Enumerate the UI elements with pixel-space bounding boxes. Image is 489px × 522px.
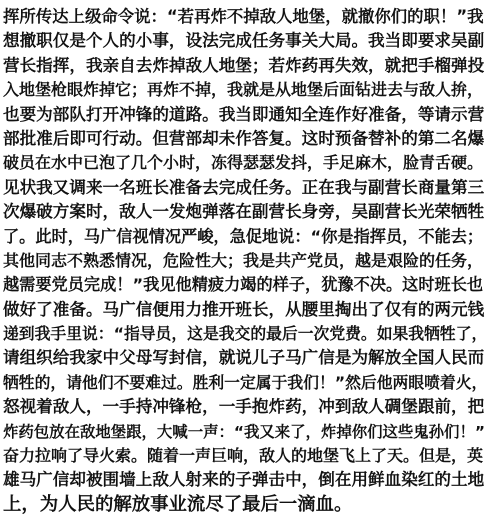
text-line: 递到我手里说：“指导员，这是我交的最后一次党费。如果我牺牲了， (3, 324, 487, 344)
document-page (3, 5, 487, 519)
text-line: 了。此时，马广信视情况严峻，急促地说：“你是指挥员，不能去； (3, 226, 484, 246)
text-line: 部批准后即可行动。但营部却未作答复。这时预备替补的第二名爆 (3, 128, 485, 148)
text-line: 怒视着敌人，一手持冲锋枪，一手抱炸药，冲到敌人碉堡跟前，把 (3, 397, 485, 417)
text-line: 炸药包放在敌地堡跟，大喊一声：“我又来了，炸掉你们这些鬼孙们！” (3, 422, 485, 441)
text-line: 见状我又调来一名班长准备去完成任务。正在我与副营长商量第三 (3, 177, 485, 197)
text-line: 做好了准备。马广信便用力推开班长，从腰里掏出了仅有的两元钱 (3, 299, 485, 319)
text-line: 越需要党员完成！”我见他精疲力竭的样子，犹豫不决。这时班长也 (3, 275, 484, 295)
text-line: 雄马广信却被围墙上敌人射来的子弹击中，倒在用鲜血染红的土地 (3, 470, 485, 490)
text-line: 请组织给我家中父母写封信，就说儿子马广信是为解放全国人民而 (3, 348, 485, 368)
text-line: 入地堡枪眼炸掉它；再炸不掉，我就是从地堡后面钻进去与敌人拚， (3, 80, 484, 100)
text-line: 次爆破方案时，敌人一发炮弹落在副营长身旁，吴副营长光荣牺牲 (3, 202, 485, 222)
text-line: 营长指挥，我亲自去炸掉敌人地堡；若炸药再失效，就把手榴弹投 (3, 55, 485, 75)
text-line: 上，为人民的解放事业流尽了最后一滴血。 (3, 493, 353, 515)
text-line: 牺牲的，请他们不要难过。胜利一定属于我们！”然后他两眼喷着火， (3, 372, 487, 392)
text-line: 奋力拉响了导火索。随着一声巨响，敌人的地堡飞上了天。但是，英 (3, 446, 484, 466)
text-line: 挥所传达上级命令说：“若再炸不掉敌人地堡，就撤你们的职！”我 (3, 7, 484, 26)
text-line: 其他同志不熟悉情况，危险性大；我是共产党员，越是艰险的任务， (3, 250, 484, 270)
text-line: 破员在水中已泡了几个小时，冻得瑟瑟发抖，手足麻木，脸青舌硬。 (3, 153, 484, 173)
text-line: 想撤职仅是个人的小事，设法完成任务事关大局。我当即要求吴副 (3, 31, 485, 51)
text-line: 也要为部队打开冲锋的道路。我当即通知全连作好准备，等请示营 (3, 104, 485, 124)
